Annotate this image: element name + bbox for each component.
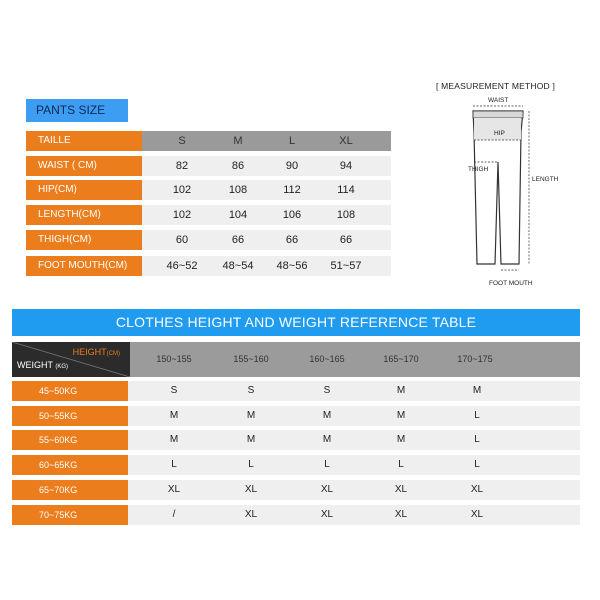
reference-row bbox=[12, 381, 580, 401]
weight-unit: (KG) bbox=[55, 364, 69, 370]
reference-row bbox=[12, 430, 580, 450]
size-cell: 106 bbox=[282, 209, 302, 221]
reference-table-title: CLOTHES HEIGHT AND WEIGHT REFERENCE TABLE bbox=[12, 309, 580, 336]
reference-cell: S bbox=[247, 385, 255, 396]
size-header-label: TAILLE bbox=[26, 131, 142, 151]
size-cell: 51~57 bbox=[330, 260, 362, 272]
measurement-method-title: [ MEASUREMENT METHOD ] bbox=[436, 81, 556, 91]
reference-row bbox=[12, 406, 580, 426]
size-row-label: WAIST ( CM) bbox=[26, 156, 142, 176]
size-row-length bbox=[26, 205, 391, 225]
waistband-shape bbox=[473, 111, 523, 118]
weight-row-label: 50~55KG bbox=[12, 406, 128, 426]
height-unit: (CM) bbox=[106, 351, 120, 357]
size-row-label: FOOT MOUTH(CM) bbox=[26, 256, 142, 276]
size-row-foot-mouth bbox=[26, 256, 391, 276]
reference-row bbox=[12, 480, 580, 500]
reference-cell: XL bbox=[394, 484, 408, 495]
size-header-xl: XL bbox=[339, 135, 353, 147]
height-col-1: 150~155 bbox=[156, 354, 192, 364]
reference-cell: L bbox=[474, 410, 480, 421]
reference-cell: M bbox=[322, 434, 332, 445]
size-cell: 66 bbox=[285, 234, 299, 246]
reference-cell: / bbox=[172, 509, 176, 520]
reference-cell: L bbox=[474, 459, 480, 470]
size-cell: 66 bbox=[339, 234, 353, 246]
size-header-m: M bbox=[233, 135, 243, 147]
reference-cell: XL bbox=[320, 509, 334, 520]
hip-label: HIP bbox=[494, 130, 505, 137]
reference-cell: M bbox=[396, 385, 406, 396]
reference-cell: M bbox=[169, 410, 179, 421]
reference-cell: M bbox=[169, 434, 179, 445]
size-cell: 90 bbox=[285, 160, 299, 172]
size-cell: 102 bbox=[172, 184, 192, 196]
pants-size-title: PANTS SIZE bbox=[26, 99, 128, 122]
reference-cell: L bbox=[324, 459, 330, 470]
size-cell: 46~52 bbox=[166, 260, 198, 272]
size-cell: 114 bbox=[337, 184, 355, 196]
reference-cell: L bbox=[474, 434, 480, 445]
size-cell: 48~56 bbox=[276, 260, 308, 272]
reference-cell: M bbox=[472, 385, 482, 396]
weight-row-label: 45~50KG bbox=[12, 381, 128, 401]
reference-cell: M bbox=[322, 410, 332, 421]
reference-cell: M bbox=[246, 410, 256, 421]
size-cell: 112 bbox=[283, 184, 301, 196]
reference-header-corner bbox=[12, 342, 130, 377]
reference-cell: XL bbox=[244, 484, 258, 495]
reference-cell: L bbox=[248, 459, 254, 470]
height-col-3: 160~165 bbox=[309, 354, 345, 364]
height-label: HEIGHT bbox=[72, 347, 107, 357]
reference-cell: L bbox=[398, 459, 404, 470]
reference-cell: XL bbox=[394, 509, 408, 520]
length-label: LENGTH bbox=[532, 176, 559, 183]
height-col-2: 155~160 bbox=[233, 354, 269, 364]
height-col-4: 165~170 bbox=[383, 354, 419, 364]
size-row-thigh bbox=[26, 230, 391, 250]
weight-row-label: 70~75KG bbox=[12, 505, 128, 525]
size-row-label: THIGH(CM) bbox=[26, 230, 142, 250]
waist-label: WAIST bbox=[488, 97, 509, 104]
size-row-waist bbox=[26, 156, 391, 176]
reference-cell: M bbox=[396, 434, 406, 445]
size-cell: 104 bbox=[228, 209, 248, 221]
weight-row-label: 65~70KG bbox=[12, 480, 128, 500]
reference-cell: XL bbox=[470, 509, 484, 520]
thigh-label: THIGH bbox=[468, 166, 489, 173]
size-row-label: HIP(CM) bbox=[26, 180, 142, 200]
reference-cell: M bbox=[246, 434, 256, 445]
reference-cell: S bbox=[170, 385, 178, 396]
size-cell: 82 bbox=[175, 160, 189, 172]
size-cell: 108 bbox=[228, 184, 248, 196]
reference-cell: S bbox=[323, 385, 331, 396]
reference-cell: XL bbox=[320, 484, 334, 495]
reference-cell: XL bbox=[167, 484, 181, 495]
size-row-hip bbox=[26, 180, 391, 200]
size-cell: 102 bbox=[172, 209, 192, 221]
size-header-row bbox=[26, 131, 391, 151]
foot-mouth-label: FOOT MOUTH bbox=[489, 280, 533, 287]
size-cell: 48~54 bbox=[222, 260, 254, 272]
reference-cell: XL bbox=[244, 509, 258, 520]
reference-cell: L bbox=[171, 459, 177, 470]
size-cell: 66 bbox=[231, 234, 245, 246]
size-cell: 60 bbox=[175, 234, 189, 246]
size-cell: 86 bbox=[231, 160, 245, 172]
reference-cell: XL bbox=[470, 484, 484, 495]
weight-row-label: 60~65KG bbox=[12, 455, 128, 475]
size-cell: 108 bbox=[336, 209, 356, 221]
size-row-label: LENGTH(CM) bbox=[26, 205, 142, 225]
weight-label: WEIGHT bbox=[17, 360, 53, 370]
reference-row bbox=[12, 455, 580, 475]
reference-row bbox=[12, 505, 580, 525]
size-header-l: L bbox=[288, 135, 296, 147]
reference-cell: M bbox=[396, 410, 406, 421]
weight-row-label: 55~60KG bbox=[12, 430, 128, 450]
height-header bbox=[73, 347, 120, 357]
height-col-5: 170~175 bbox=[457, 354, 493, 364]
weight-header bbox=[17, 360, 68, 370]
size-cell: 94 bbox=[339, 160, 353, 172]
size-header-s: S bbox=[178, 135, 186, 147]
pants-diagram bbox=[455, 92, 565, 292]
